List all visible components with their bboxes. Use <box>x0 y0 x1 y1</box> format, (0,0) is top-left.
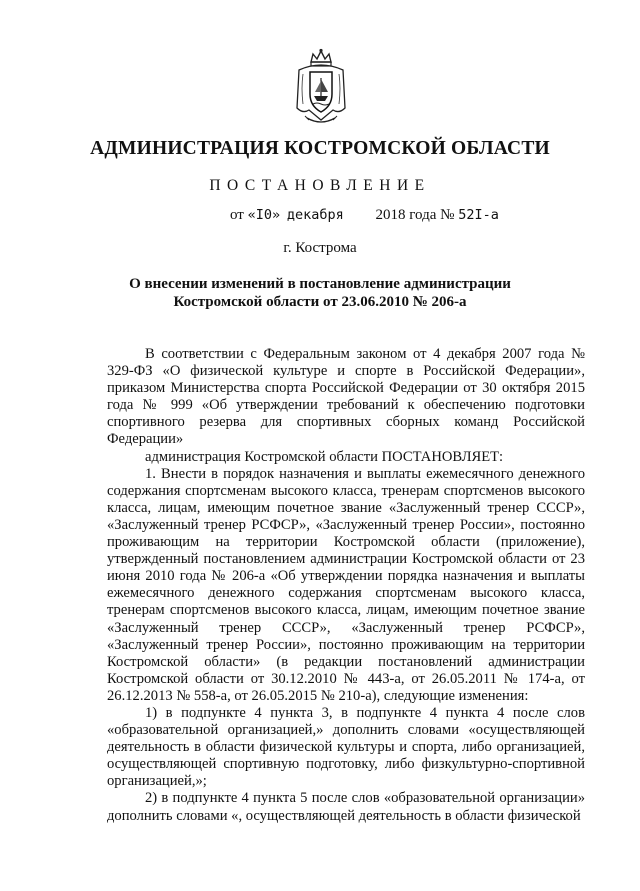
date-year: 2018 года № <box>375 207 455 223</box>
subject-line-2: Костромской области от 23.06.2010 № 206-а <box>173 294 467 310</box>
coat-of-arms-emblem <box>293 48 349 128</box>
subitem-2-paragraph: 2) в подпункте 4 пункта 5 после слов «образовательной организации» дополнить словами «, осуществляющей деятельность в области физической <box>107 790 585 824</box>
date-line <box>230 207 499 224</box>
declaration-paragraph: администрация Костромской области ПОСТАНОВЛЯЕТ: <box>145 448 504 465</box>
date-month: декабря <box>286 207 344 223</box>
date-prefix: от <box>230 207 244 223</box>
document-subject <box>0 275 640 311</box>
document-type: ПОСТАНОВЛЕНИЕ <box>209 177 431 194</box>
document-number: 52I-а <box>458 207 499 223</box>
preamble-paragraph: В соответствии с Федеральным законом от 4 декабря 2007 года № 329-ФЗ «О физической культуре и спорте в Российской Федерации», приказом Министерства спорта Российской Федерации от 30 октября 2015 года № 999 «Об утверждении требований к обеспечению подготовки спортивного резерва для спортивных сборных команд Российской Федерации» <box>107 346 585 448</box>
city: г. Кострома <box>283 240 357 256</box>
date-day: «I0» <box>247 207 281 223</box>
document-body <box>107 346 585 825</box>
subject-line-1: О внесении изменений в постановление администрации <box>129 276 511 292</box>
organization-title: АДМИНИСТРАЦИЯ КОСТРОМСКОЙ ОБЛАСТИ <box>90 138 550 159</box>
item-1-paragraph: 1. Внести в порядок назначения и выплаты ежемесячного денежного содержания спортсменам высокого класса, тренерам спортсменов высокого класса, лицам, имеющим почетное звание «Заслуженный тренер СССР», «Заслуженный тренер РСФСР», «Заслуженный тренер России», постоянно проживающим на территории Костромской области (приложение), утвержденный постановлением администрации Костромской области от 23 июня 2010 года № 206-а «Об утверждении порядка назначения и выплаты ежемесячного денежного содержания спортсменам высокого класса, тренерам спортсменов высокого класса, лицам, имеющим почетное звание «Заслуженный тренер СССР», «Заслуженный тренер РСФСР», «Заслуженный тренер России», постоянно проживающим на территории Костромской области» (в редакции постановлений администрации Костромской области от 30.12.2010 № 443-а, от 26.05.2011 № 174-а, от 26.12.2013 № 558-а, от 26.05.2015 № 210-а), следующие изменения: <box>107 465 585 704</box>
subitem-1-paragraph: 1) в подпункте 4 пункта 3, в подпункте 4 пункта 4 после слов «образовательной организацией,» дополнить словами «осуществляющей деятельность в области физической культуры и спорта, либо организацией, осуществляющей спортивную подготовку, либо физкультурно-спортивной организацией,»; <box>107 704 585 790</box>
